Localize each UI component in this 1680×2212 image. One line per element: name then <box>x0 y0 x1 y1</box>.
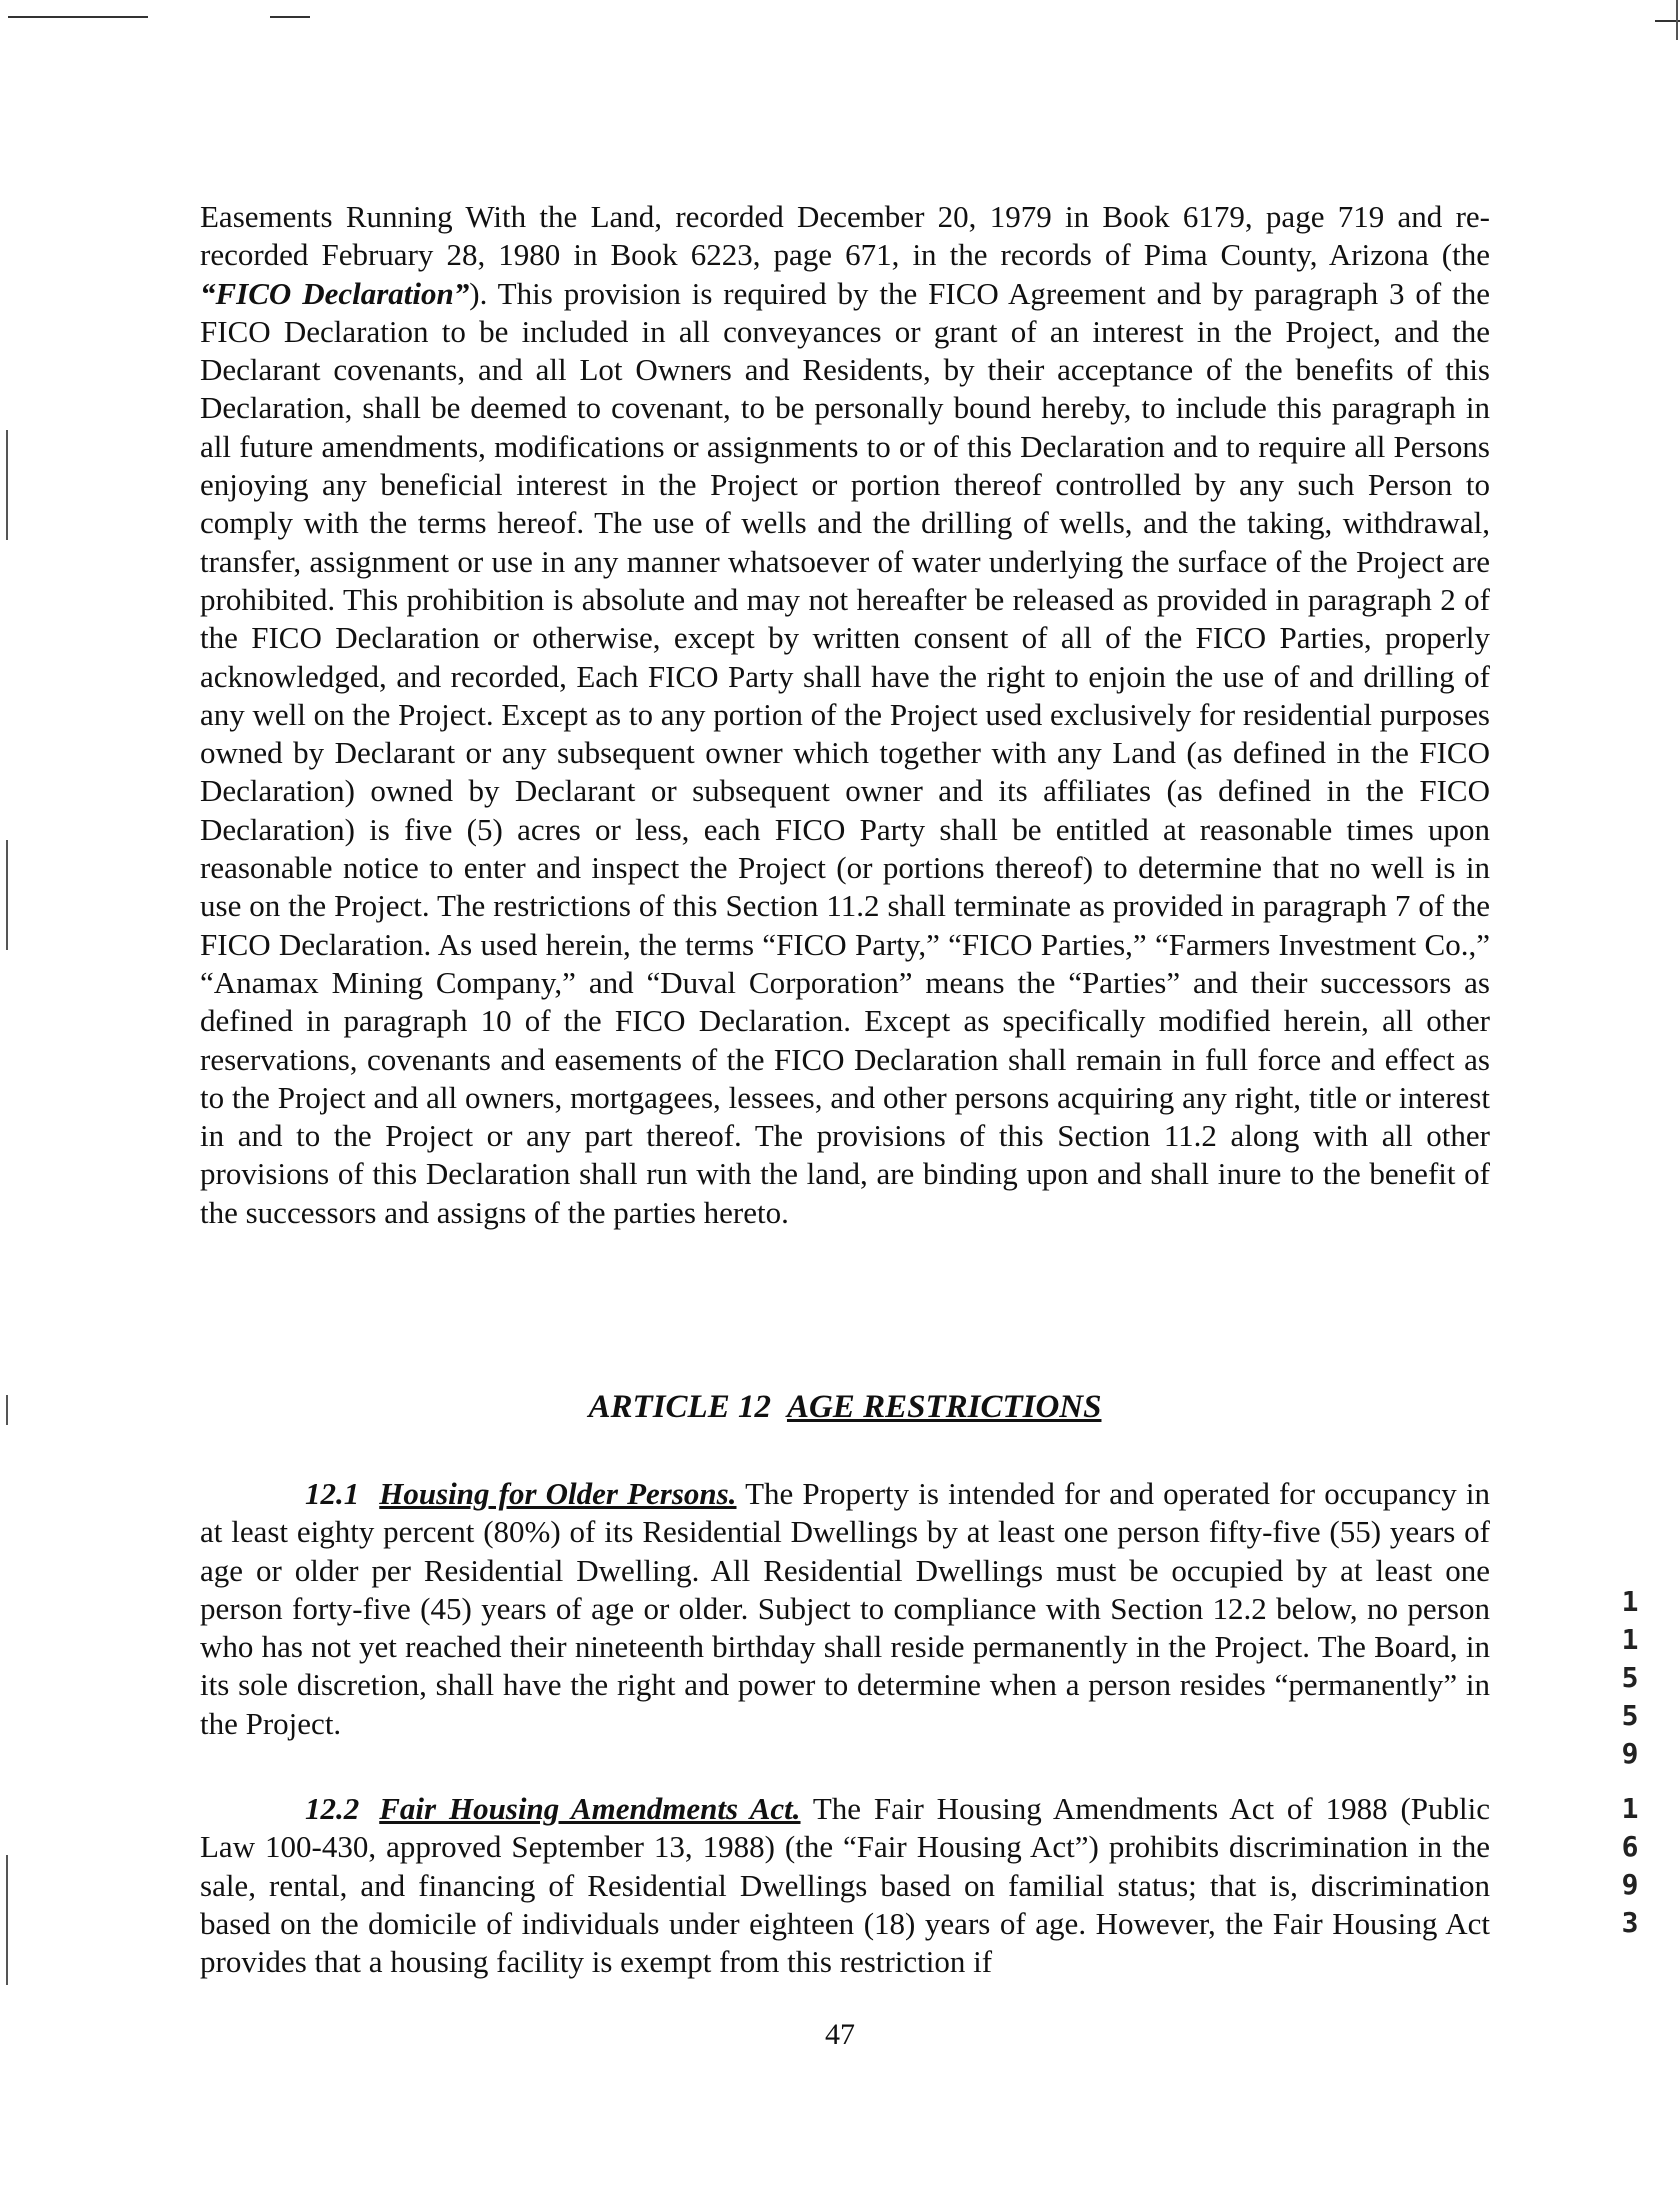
section-title: Fair Housing Amendments Act. <box>379 1791 801 1826</box>
section-text: The Fair Housing Amendments Act of 1988 (Public Law 100-430, approved September 13, 1988) (the “Fair Housing Act”) prohibits discrimination in the sale, rental, and financing of Residential Dwellings based on familial status; that is, discrimination based on the domicile of individuals under eighteen (18) years of age. However, the Fair Housing Act provides that a housing facility is exempt from this restriction if <box>200 1791 1490 1980</box>
stamp-digit: 5 <box>1621 1661 1639 1694</box>
section-12-1 <box>200 1475 1490 1743</box>
scan-edge-mark <box>6 1395 8 1425</box>
stamp-digit: 1 <box>1621 1623 1639 1656</box>
fico-declaration-term: “FICO Declaration” <box>200 275 470 311</box>
stamp-digit: 9 <box>1621 1737 1639 1770</box>
body-paragraph-lead: Easements Running With the Land, recorded December 20, 1979 in Book 6179, page 719 and re-recorded February 28, 1980 in Book 6223, page 671, in the records of Pima County, Arizona (the <box>200 199 1490 273</box>
scan-edge-mark <box>6 1855 8 1985</box>
stamp-digit: 6 <box>1621 1830 1639 1863</box>
scan-edge-mark <box>8 16 148 18</box>
stamp-digit: 5 <box>1621 1699 1639 1732</box>
scan-edge-mark <box>270 16 310 18</box>
body-paragraph <box>200 198 1490 1232</box>
margin-stamp-top <box>1610 1583 1650 1773</box>
page-number: 47 <box>825 2018 855 2051</box>
article-heading <box>200 1387 1490 1427</box>
body-paragraph-text: ). This provision is required by the FICO Agreement and by paragraph 3 of the FICO Declaration to be included in all conveyances or grant of an interest in the Project, and the Declarant covenants, and all Lot Owners and Residents, by their acceptance of the benefits of this Declaration, shall be deemed to covenant, to be personally bound hereby, to include this paragraph in all future amendments, modifications or assignments to or of this Declaration and to require all Persons enjoying any beneficial interest in the Project or portion thereof controlled by any such Person to comply with the terms hereof. The use of wells and the drilling of wells, and the taking, withdrawal, transfer, assignment or use in any manner whatsoever of water underlying the surface of the Project are prohibited. This prohibition is absolute and may not hereafter be released as provided in paragraph 2 of the FICO Declaration or otherwise, except by written consent of all of the FICO Parties, properly acknowledged, and recorded, Each FICO Party shall have the right to enjoin the use of and drilling of any well on the Project. Except as to any portion of the Project used exclusively for residential purposes owned by Declarant or any subsequent owner which together with any Land (as defined in the FICO Declaration) owned by Declarant or subsequent owner and its affiliates (as defined in the FICO Declaration) is five (5) acres or less, each FICO Party shall be entitled at reasonable times upon reasonable notice to enter and inspect the Project (or portions thereof) to determine that no well is in use on the Project. The restrictions of this Section 11.2 shall terminate as provided in paragraph 7 of the FICO Declaration. As used herein, the terms “FICO Party,” “FICO Parties,” “Farmers Investment Co.,” “Anamax Mining Company,” and “Duval Corporation” means the “Parties” and their successors as defined in paragraph 10 of the FICO Declaration. Except as specifically modified herein, all other reservations, covenants and easements of the FICO Declaration shall remain in full force and effect as to the Project and all owners, mortgagees, lessees, and other persons acquiring any right, title or interest in and to the Project or any part thereof. The provisions of this Section 11.2 along with all other provisions of this Declaration shall run with the land, are binding upon and shall inure to the benefit of the successors and assigns of the parties hereto. <box>200 275 1490 1230</box>
article-title: AGE RESTRICTIONS <box>786 1389 1102 1425</box>
section-number: 12.1 <box>305 1476 360 1511</box>
article-number: ARTICLE 12 <box>588 1389 771 1425</box>
stamp-digit: 1 <box>1621 1585 1639 1618</box>
stamp-digit: 3 <box>1621 1906 1639 1939</box>
section-title: Housing for Older Persons. <box>379 1476 737 1511</box>
stamp-digit: 1 <box>1621 1792 1639 1825</box>
scan-edge-mark <box>6 430 8 540</box>
scan-edge-mark <box>6 840 8 950</box>
section-12-2 <box>200 1790 1490 1981</box>
section-number: 12.2 <box>305 1791 360 1826</box>
margin-stamp-bottom <box>1610 1790 1650 1942</box>
scan-edge-mark <box>1676 0 1678 40</box>
section-text: The Property is intended for and operated for occupancy in at least eighty percent (80%) of its Residential Dwellings by at least one person fifty-five (55) years of age or older per Residential Dwelling. All Residential Dwellings must be occupied by at least one person forty-five (45) years of age or older. Subject to compliance with Section 12.2 below, no person who has not yet reached their nineteenth birthday shall reside permanently in the Project. The Board, in its sole discretion, shall have the right and power to determine when a person resides “permanently” in the Project. <box>200 1476 1491 1741</box>
stamp-digit: 9 <box>1621 1868 1639 1901</box>
